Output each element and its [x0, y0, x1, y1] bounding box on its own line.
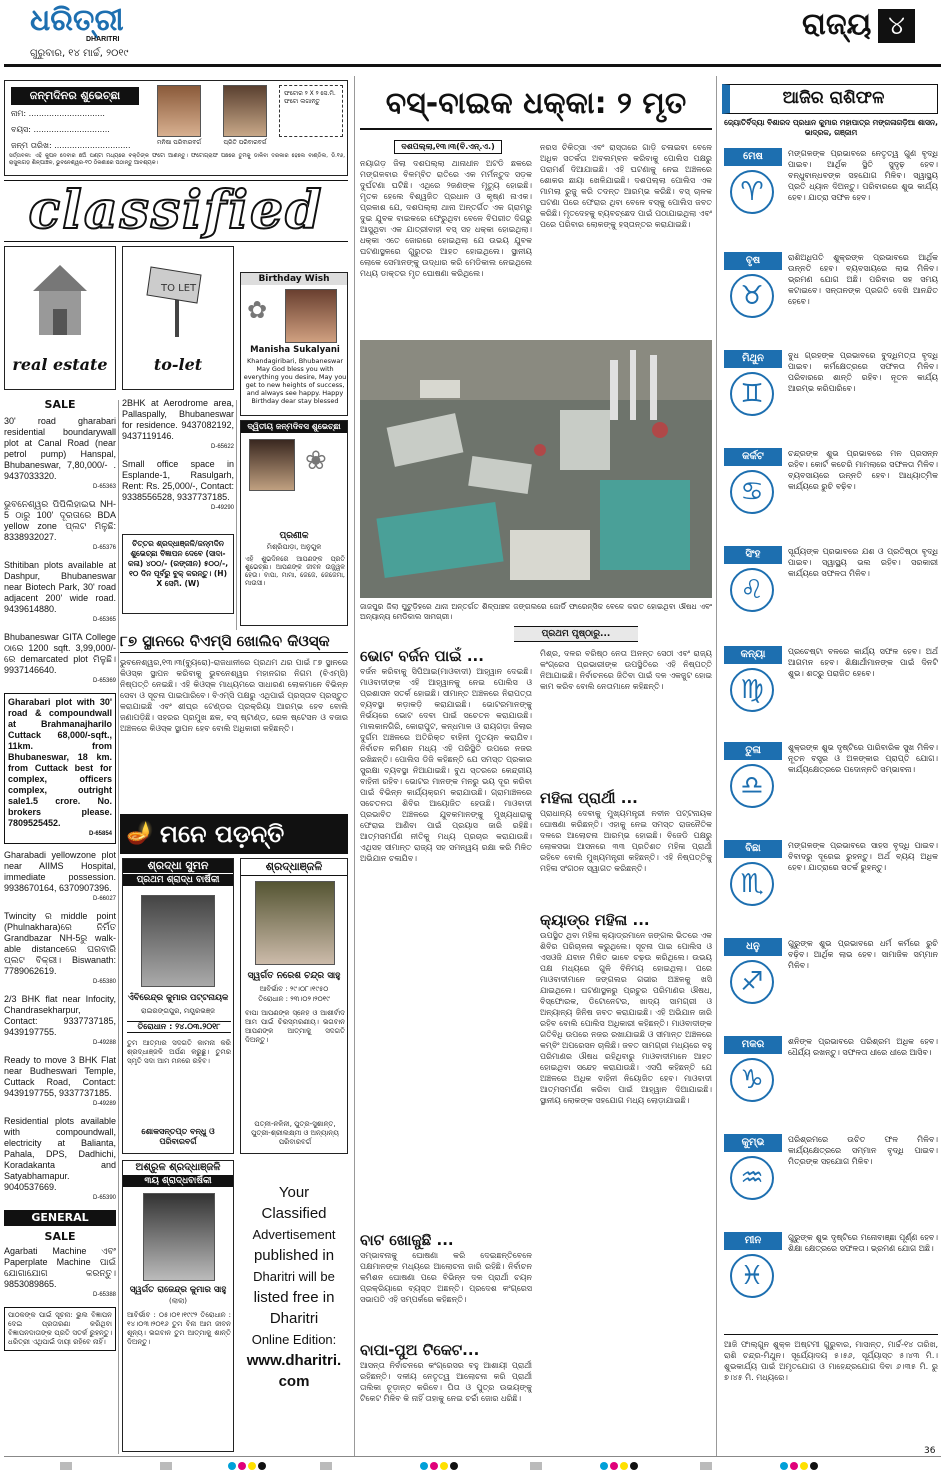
lead-dateline-box: [360, 140, 536, 154]
libra-icon: ♎: [730, 764, 774, 808]
story-vote: [360, 646, 532, 1228]
black-swatch: [630, 1462, 638, 1470]
obit2-died: ତିରୋଧାନ : ୨୩।୦୨।୨୦୧୯: [258, 995, 330, 1003]
obit1-place: ରାଇରଙ୍ଗପୁର, ମୟୂରଭଞ୍ଜ: [141, 1007, 215, 1015]
sign-makara: [724, 1036, 938, 1128]
birthday-photo-2: [223, 85, 267, 137]
column-1-classifieds: [4, 398, 116, 1458]
sign-name: ସିଂହ: [724, 546, 782, 564]
gray-mark: [160, 1462, 172, 1470]
story-mid-right: ମିଶ୍ର, ଦଳର ବରିଷ୍ଠ ନେତା ଅନନ୍ତ ସେଠୀ ଏବଂ ରାଜ୍ୟ କଂଗ୍ରେସ ପ୍ରଭାରୀଙ୍କ ଉପସ୍ଥିତିରେ ଏହି ନିଷ୍ପତ୍ତି ନିଆଯାଇଛି। ନିର୍ବାଚନରେ ଜିତିବା ପାଇଁ ଦଳ ଏକଜୁଟ ହୋଇ କାମ କରିବ ବୋଲି ନେତାମାନେ କହିଛନ୍ତି।: [540, 649, 712, 691]
photo-placeholder-box: ଫଟୋର ୨ X ୨ ସେ.ମି. ଫଟୋ ଲଗାନ୍ତୁ: [279, 85, 343, 137]
lead-body-col-a: ନୟାଗଡ଼ ଜିଲା ଦଶପଲ୍ଲା ଥାନାଧୀନ ଅଟଡି ଛକରେ ମଙ୍ଗଳବାର ବିଳମ୍ବିତ ରାତିରେ ଏକ ମର୍ମନ୍ତୁଦ ସଡ଼କ ଦୁର୍ଘଟଣା ଘଟିଛି। ଏଥିରେ ୨ଜଣଙ୍କ ମୃତ୍ୟୁ ହୋଇଛି। ମୃତକ ହେଲେ ବିଶ୍ୱଜିତ ପ୍ରଧାନ ଓ କୃଷ୍ଣ ନାଏକ। ପ୍ରକାଶ ଯେ, ଦଶପଲ୍ଲା ଥାନା ଅନ୍ତର୍ଗତ ଏକ ଗ୍ରାମରୁ ଦୁଇ ଯୁବକ ବାଇକରେ ଫେରୁଥିବା ବେଳେ ବିପରୀତ ଦିଗରୁ ଆସୁଥିବା ଏକ ଯାତ୍ରୀବାହୀ ବସ୍ ସହ ଧକ୍କା ହୋଇଥିଲା। ଧକ୍କା ଏତେ ଜୋରରେ ହୋଇଥିଲା ଯେ ଉଭୟ ଯୁବକ ଘଟଣାସ୍ଥଳରେ ଗୁରୁତର ଆହତ ହୋଇଥିଲେ। ସ୍ଥାନୀୟ ଲୋକେ ସେମାନଙ୍କୁ ଉଦ୍ଧାର କରି ମେଡିକାଲ ନେଇଥିଲେ ମଧ୍ୟ ଡାକ୍ତର ମୃତ ଘୋଷଣା କରିଥିଲେ।: [360, 159, 532, 278]
story-vote-headline: ଭୋଟ ବର୍ଜନ ପାଇଁ ...: [360, 647, 484, 665]
ad-code: D-65365: [92, 616, 116, 623]
classified-banner: [4, 180, 348, 242]
story-mahila-body: ପ୍ରାଧାନ୍ୟ ଦେବାକୁ ମୁଖ୍ୟମନ୍ତ୍ରୀ ନବୀନ ପଟ୍ଟନାୟକ ଘୋଷଣା କରିଛନ୍ତି। ଏହାକୁ ନେଇ ସମସ୍ତ ରାଜନୈତିକ ଦଳରେ ଆଲୋଚନା ଆରମ୍ଭ ହୋଇଛି। ବିଜେଡି ପକ୍ଷରୁ ଲୋକସଭା ଆସନରେ ୩୩ ପ୍ରତିଶତ ମହିଳା ପ୍ରାର୍ଥୀ ରହିବେ ବୋଲି ମୁଖ୍ୟମନ୍ତ୍ରୀ କହିଛନ୍ତି। ଏହି ନିଷ୍ପତ୍ତିକୁ ମହିଳା ସଂଗଠନ ସ୍ୱାଗତ କରିଛନ୍ତି।: [540, 809, 712, 873]
black-swatch: [810, 1462, 818, 1470]
ad-code: D-65388: [92, 1292, 116, 1299]
second-birthday-text: ଏହି ଶୁଭଦିନରେ ଆପଣଙ୍କ ପ୍ରତି ଶୁଭେଚ୍ଛା। ଆପଣଙ୍କ ଜୀବନ ଉଜ୍ଜ୍ୱଳ ହେଉ। ବାପା, ମାମା, ଜେଜେ, ଜେଜେମା, ମାଉସୀ।: [245, 555, 345, 587]
sign-text: ଶୁକ୍ରଙ୍କ ଶୁଭ ଦୃଷ୍ଟିରେ ପାରିବାରିକ ସୁଖ ମିଳିବ। ନୂତନ ବସ୍ତ୍ର ଓ ଅଳଙ୍କାର ପ୍ରାପ୍ତି ଯୋଗ। କାର୍ଯ୍ୟକ୍ଷେତ୍ରରେ ପଦୋନ୍ନତି ସମ୍ଭାବନା।: [788, 743, 938, 774]
birthday-form-box: [4, 80, 348, 176]
gray-mark: [320, 1462, 332, 1470]
obit3-sub: ୩ୟ ଶ୍ରାଦ୍ଧବାର୍ଷିକୀ: [123, 1175, 233, 1187]
ad-text: 2/3 BHK flat near Infocity, Chandrasekharpur, Contact: 9337737185, 9439197755.: [4, 993, 116, 1037]
flower-icon: ❀: [305, 446, 327, 476]
sign-mithuna: [724, 350, 938, 442]
promo-url-tail[interactable]: com: [278, 1373, 310, 1390]
story-vote-body: ବର୍ଜନ କରିବାକୁ ସିପିଆଇ(ମାଓବାଦୀ) ଆହ୍ୱାନ ଦେଇଛି। ମାଓବାଦୀଙ୍କ ଏହି ଆହ୍ୱାନକୁ ନେଇ ପୋଲିସ ଓ ପ୍ରଶାସନ ସତର୍କ ହୋଇଛି। ସୀମାନ୍ତ ଅଞ୍ଚଳରେ ନିରାପତ୍ତା ବ୍ୟବସ୍ଥା କଡ଼ାକଡ଼ି କରାଯାଇଛି। ଭୋଟରମାନଙ୍କୁ ନିର୍ଭୟରେ ଭୋଟ ଦେବା ପାଇଁ ସଚେତନ କରାଯାଉଛି। ମାଲକାନଗିରି, କୋରାପୁଟ, କନ୍ଧମାଳ ଓ ରାୟଗଡ଼ା ଜିଲାର ଦୁର୍ଗମ ଅଞ୍ଚଳରେ ଅତିରିକ୍ତ ବାହିନୀ ମୁତୟନ କରାଯିବ। ନିର୍ବାଚନ କମିଶନ ମଧ୍ୟ ଏହି ପରିସ୍ଥିତି ଉପରେ ନଜର ରଖିଛନ୍ତି। ପୋଲିସ ଡିଜି କହିଛନ୍ତି ଯେ ସମସ୍ତ ପ୍ରକାର ସୁରକ୍ଷା ବ୍ୟବସ୍ଥା ନିଆଯାଇଛି। ବୁଥ ସ୍ତରରେ କେନ୍ଦ୍ରୀୟ ବାହିନୀ ରହିବ। ଭୋଟର ମାନଙ୍କ ମନରୁ ଭୟ ଦୂର କରିବା ପାଇଁ ବିଭିନ୍ନ କାର୍ଯ୍ୟକ୍ରମ କରାଯାଉଛି। ଗ୍ରାମାଞ୍ଚଳରେ ସଚେତନତା ଶିବିର ଆୟୋଜିତ ହେଉଛି। ମାଓବାଦୀ ପ୍ରଭାବିତ ଅଞ୍ଚଳରେ ଯୁବକମାନଙ୍କୁ ମୁଖ୍ୟଧାରାକୁ ଫେରାଇ ଆଣିବା ପାଇଁ ପ୍ରୟାସ ଜାରି ରହିଛି। ଆତ୍ମସମର୍ପଣ ନୀତିକୁ ମଧ୍ୟ ପ୍ରଚାର କରାଯାଉଛି। ଏଥିସହ ସୀମାନ୍ତ ରାଜ୍ୟ ସହ ସମନ୍ୱୟ ରକ୍ଷା କରି ମିଳିତ ଅଭିଯାନ ଚଳାଯିବ।: [360, 667, 532, 863]
ad-sale-1: [4, 416, 116, 493]
story-kyadar-headline: କ୍ୟାଡ୍ର ମହିଳା ...: [540, 911, 650, 929]
ad-text: Gharabadi yellowzone plot near AIIMS Hospital, immediate possession. 9938670164, 6370907396.: [4, 849, 116, 893]
second-birthday-sub: ମିଶ୍ରିପାଡ଼ା, ଅନୁଗୁଳ: [266, 543, 322, 551]
masthead-rule: [4, 64, 941, 67]
birthday-form-title: ଜନ୍ମଦିନର ଶୁଭେଚ୍ଛା: [11, 87, 139, 105]
obit3-title: ଅଶ୍ରୁଳ ଶ୍ରଦ୍ଧାଞ୍ଜଳି: [135, 1162, 221, 1173]
obit1-title: ଶ୍ରଦ୍ଧା ସୁମନ: [123, 859, 233, 873]
yellow-swatch: [800, 1462, 808, 1470]
pisces-icon: ♓: [730, 1254, 774, 1298]
logo-text: ଧରିତ୍ରୀ: [30, 3, 124, 38]
column-divider: [118, 400, 119, 1454]
mane-padanti-banner: [120, 814, 348, 854]
flower-icon: ✿: [247, 296, 268, 324]
obit2-born: ଆବିର୍ଭାବ : ୨୯।୦୮।୧୯୫୦: [259, 985, 329, 993]
front-page-tag-text: ପ୍ରଥମ ପୃଷ୍ଠାରୁ...: [541, 629, 611, 639]
rate-ad-text: ଚିତ୍ତର ଶ୍ରଦ୍ଧାଞ୍ଜଳି/ଜନ୍ମଦିନ ଶୁଭେଚ୍ଛା ବିଜ୍ଞାପନ ଦେବେ (ସାଦା-କଳା) ୪୦୦/- (ରଙ୍ଗୀନ) ୫୦୦/-, ୧୦ ଦିନ ପୂର୍ବରୁ ବୁକ୍ କରନ୍ତୁ। (H) X ସେମି. (W): [127, 539, 229, 588]
form-field-dob: ଜନ୍ମ ତାରିଖ: ..............................: [11, 141, 131, 150]
obit2-photo: [255, 881, 335, 965]
sign-text: ଚନ୍ଦ୍ରଙ୍କ ଶୁଭ ପ୍ରଭାବରେ ମନ ପ୍ରସନ୍ନ ରହିବ। କୋର୍ଟ କଚେରି ମାମଲାରେ ସଫଳତା ମିଳିବ। ବ୍ୟବସାୟରେ ଉନ୍ନତି ହେବ। ଆଧ୍ୟାତ୍ମିକ କାର୍ଯ୍ୟରେ ରୁଚି ବଢ଼ିବ।: [788, 449, 938, 491]
birthday-wish-title: Birthday Wish: [241, 273, 347, 285]
story-papa: [360, 1340, 532, 1456]
ad-sale-2: [4, 499, 116, 554]
sign-name: ଧନୁ: [724, 938, 782, 956]
promo-line: published in: [253, 1247, 335, 1264]
obit3-nick: (ଲାଲା): [169, 1297, 187, 1305]
magenta-swatch: [790, 1462, 798, 1470]
ad-sale-7: [4, 911, 116, 988]
obit3-text: ଆବିର୍ଭାବ : ୦୫।୦୧।୧୯୯୨ ତିରୋଧାନ : ୧୪।୦୩।୨୦୧୬ ତୁମ ବିନା ଆମ ଜୀବନ ଶୂନ୍ୟ। ଭଗବାନ ତୁମ ଆତ୍ମାକୁ ଶାନ୍ତି ଦିଅନ୍ତୁ।: [127, 1311, 231, 1346]
ad-text: Small office space in Esplande-1, Rasulgarh, Rent: Rs. 25,000/-, Contact: 9338556528, 9337737185.: [122, 459, 234, 502]
to-let-tile: [122, 246, 234, 390]
obit2-text: ବାପା ଆପଣଙ୍କ ସ୍ନେହ ଓ ଆଶୀର୍ବାଦ ଆମ ପାଇଁ ଚିରସ୍ମରଣୀୟ। ଭଗବାନ ଆପଣଙ୍କ ଆତ୍ମାକୁ ସଦଗତି ଦିଅନ୍ତୁ।: [245, 1009, 345, 1044]
story-papa-headline: ବାପା-ପୁଅ ଟିକେଟ...: [360, 1341, 480, 1359]
promo-url[interactable]: www.dharitri.: [246, 1352, 342, 1369]
ad-text: 30' road gharabari residential boundarywall plot at Canal Road (near petrol pump) Hanspal, Bhubaneswar, 7,80,000/- . 9437033320.: [4, 415, 116, 481]
obit2-name: ସ୍ୱର୍ଗତ ନରେଶ ଚନ୍ଦ୍ର ସାହୁ: [247, 971, 341, 981]
scorpio-icon: ♏: [730, 862, 774, 906]
page-number-footer: 36: [924, 1446, 936, 1456]
obituary-rate-ad: [122, 534, 234, 614]
masthead-date: ଗୁରୁବାର, ୧୪ ମାର୍ଚ୍ଚ, ୨୦୧୯: [30, 48, 129, 59]
obit1-sub: ପ୍ରଥମ ଶ୍ରାଦ୍ଧ ବାର୍ଷିକୀ: [123, 873, 233, 886]
section-title: [802, 6, 942, 46]
footer-registration-marks: [0, 1460, 945, 1472]
general-sale-heading: SALE: [44, 1229, 76, 1243]
story-kyadar: [540, 910, 712, 1456]
obit1-family: ଶୋକସନ୍ତପ୍ତ ବନ୍ଧୁ ଓ ପରିବାରବର୍ଗ: [141, 1127, 215, 1146]
sign-name: ମେଷ: [724, 148, 782, 166]
seized-items-photo: [360, 340, 712, 598]
lead-dateline: ଦଶପଲ୍ଲା,୧୩।୩(ବି.ଏନ୍.ଏ.): [394, 140, 502, 154]
story-kyadar-body: ଉପସ୍ଥିତ ଥିବା ମହିଳା କ୍ୟାଡ୍ରମାନେ ଜଙ୍ଗଲ ଭିତରେ ଏକ ଶିବିର ପରିଚାଳନା କରୁଥିଲେ। ସୂଚନା ପାଇ ପୋଲିସ ଓ ଏସଓଜି ଯବାନ ମିଳିତ ଭାବେ ଚଢ଼ଉ କରିଥିଲେ। ଉଭୟ ପକ୍ଷ ମଧ୍ୟରେ ଗୁଳି ବିନିମୟ ହୋଇଥିଲା। ପରେ ମାଓବାଦୀମାନେ ଜଙ୍ଗଲର ଗଭୀର ଅଞ୍ଚଳକୁ ଖସି ଯାଇଥିଲେ। ଘଟଣାସ୍ଥଳରୁ ପ୍ରଚୁର ପରିମାଣର ଔଷଧ, ବିସ୍ଫୋରକ, ଡିଟୋନେଟର, ଖାଦ୍ୟ ସାମଗ୍ରୀ ଓ ଅନ୍ୟାନ୍ୟ ଜିନିଷ ଜବତ କରାଯାଇଛି। ଏହି ଅଭିଯାନ ଜାରି ରହିବ ବୋଲି ପୋଲିସ ଅଧିକାରୀ କହିଛନ୍ତି। ମାଓବାଦୀଙ୍କ ଗତିବିଧି ଉପରେ ନଜର ରଖାଯାଇଛି ଓ ସୀମାନ୍ତ ଅଞ୍ଚଳରେ କମ୍ବିଂ ଅପରେସନ ଚାଲିଛି। ଜବତ ସାମଗ୍ରୀ ମଧ୍ୟରେ ବହୁ ପରିମାଣର ଔଷଧ ରହିଥିବାରୁ ମାଓବାଦୀମାନେ ଆହତ ହୋଇଥିବା ସନ୍ଦେହ କରାଯାଉଛି। ଏସପି କହିଛନ୍ତି ଯେ ଅଞ୍ଚଳରେ ଅଧିକ ବାହିନୀ ନିୟୋଜିତ ହେବ। ମାଓବାଦୀ ଆତ୍ମସମର୍ପଣ କରିବା ପାଇଁ ଆହ୍ୱାନ ଦିଆଯାଇଛି। ସ୍ଥାନୀୟ ଲୋକଙ୍କ ସହଯୋଗ ମଧ୍ୟ ଲୋଡ଼ାଯାଇଛି।: [540, 931, 712, 1105]
field-label: ବୟସ:: [11, 125, 31, 134]
gray-mark: [60, 1462, 72, 1470]
birthday-wish-name: Manisha Sukalyani: [250, 345, 340, 355]
ad-sale-5-boxed: [4, 693, 116, 844]
promo-line: Online Edition:: [251, 1332, 337, 1347]
magenta-swatch: [238, 1462, 246, 1470]
sign-karkata: [724, 448, 938, 540]
obit3-name: ସ୍ୱର୍ଗତ ରାଜେନ୍ଦ୍ର କୁମାର ସାହୁ: [129, 1285, 227, 1295]
birthday-wish-photo: [285, 289, 337, 343]
cancer-icon: ♋: [730, 470, 774, 514]
ad-sale-3: [4, 560, 116, 626]
virgo-icon: ♍: [730, 668, 774, 712]
second-birthday-name: ପ୍ରଣୀକ: [279, 531, 309, 541]
yellow-swatch: [620, 1462, 628, 1470]
sign-text: ସୂର୍ଯ୍ୟଙ୍କ ପ୍ରଭାବରେ ଯଶ ଓ ପ୍ରତିଷ୍ଠା ବୃଦ୍ଧି ପାଇବ। ସ୍ୱାସ୍ଥ୍ୟ ଭଲ ରହିବ। ସରକାରୀ କାର୍ଯ୍ୟରେ ସଫଳତା ମିଳିବ।: [788, 547, 938, 578]
sign-name: କୁମ୍ଭ: [724, 1134, 782, 1152]
ad-sale-10: [4, 1116, 116, 1204]
cyan-swatch: [228, 1462, 236, 1470]
taurus-icon: ♉: [730, 274, 774, 318]
black-swatch: [258, 1462, 266, 1470]
house-icon: [29, 261, 91, 341]
obit2-title: ଶ୍ରଦ୍ଧାଞ୍ଜଳି: [241, 859, 347, 876]
birthday-photo-1: [157, 85, 201, 137]
cyan-swatch: [780, 1462, 788, 1470]
second-birthday-box: [240, 420, 348, 626]
color-swatches: [228, 1462, 268, 1472]
field-label: ଜନ୍ମ ତାରିଖ:: [11, 141, 52, 150]
obit1-name: ଏଁବିରେନ୍ଦ୍ର କୁମାର ପଟ୍ଟନାୟକ: [127, 993, 229, 1003]
form-field-name: ନାମ: ..............................: [11, 109, 105, 118]
cyan-swatch: [420, 1462, 428, 1470]
ad-code: D-65369: [92, 677, 116, 684]
sign-name: ତୁଳା: [724, 742, 782, 760]
birthday-wish-text: Khandagiribari, Bhubaneswar May God bless you with everything you desire, May you get to new heights of success, and always see happy. Happy Birthday dear stay blessed: [243, 357, 347, 405]
form-field-age: ବୟସ: ..............................: [11, 125, 110, 134]
lead-headline: ବସ୍-ବାଇକ ଧକ୍କା: ୨ ମୃତ: [360, 80, 712, 130]
sign-text: ବୁଧ ଗ୍ରହଙ୍କ ପ୍ରଭାବରେ ବୁଦ୍ଧିମତ୍ତା ବୃଦ୍ଧି ପାଇବ। କର୍ମକ୍ଷେତ୍ରରେ ସଫଳତା ମିଳିବ। ପରିବାରରେ ଶାନ୍ତି ରହିବ। ନୂତନ କାର୍ଯ୍ୟ ଆରମ୍ଭ କରିପାରିବେ।: [788, 351, 938, 393]
ad-code: D-49289: [92, 1100, 116, 1107]
yellow-swatch: [248, 1462, 256, 1470]
sign-kanya: [724, 646, 938, 738]
ad-code: D-65376: [92, 544, 116, 551]
sign-text: ଗୁରୁଙ୍କ ଶୁଭ ପ୍ରଭାବରେ ଧର୍ମ କର୍ମରେ ରୁଚି ବଢ଼ିବ। ଆର୍ଥିକ ଲାଭ ହେବ। ସାମାଜିକ ସମ୍ମାନ ମିଳିବ।: [788, 939, 938, 970]
ad-text: ଭୁବନେଶ୍ୱର ପିପିଲିହାଇଭ NH-5 ଠାରୁ 100' ଦୂରତାରେ BDA yellow zone ପ୍ଲଟ ମିଳୁଛି: 8338932027.: [4, 498, 116, 542]
sign-mesha: [724, 148, 938, 244]
sign-simha: [724, 546, 938, 638]
horoscope-title-bar: [722, 84, 938, 114]
capricorn-icon: ♑: [730, 1058, 774, 1102]
ad-sale-9: [4, 1055, 116, 1110]
sign-name: ମିଥୁନ: [724, 350, 782, 368]
aries-icon: ♈: [730, 170, 774, 214]
sign-text: ଗୁରୁଙ୍କ ଶୁଭ ଦୃଷ୍ଟିରେ ମନୋବାଞ୍ଛା ପୂର୍ଣ୍ଣ ହେବ। ଶିକ୍ଷା କ୍ଷେତ୍ରରେ ସଫଳତା। ଭ୍ରମଣ ଯୋଗ ଅଛି।: [788, 1233, 938, 1253]
promo-line: Dharitri: [269, 1310, 319, 1327]
column-divider: [354, 76, 355, 1456]
ad-text: Ready to move 3 BHK Flat near Budheswari Temple, Cuttack Road, Contact: 9439197755, 9337737185.: [4, 1054, 116, 1098]
ad-text: Twincity ର middle point (Phulnakhara)ରେ ନିର୍ମିତ Grandbazar NH-5ରୁ walk-able distanceରେ ଘରବାରି ପ୍ଲଟ ବିକ୍ରୀ। Biswanath: 7789062619.: [4, 910, 116, 976]
horoscope-title: ଆଜିର ରାଶିଫଳ: [782, 88, 885, 109]
to-let-sign-icon: [145, 261, 215, 341]
story-bachi-body: ସମ୍ଭାବନାକୁ ଘୋଷଣା କରି ଦେଇଛନ୍ତିବେଳେ ପକ୍ଷମାନଙ୍କ ମଧ୍ୟରେ ଆଲୋଚନା ଜାରି ରହିଛି। ନିର୍ବାଚନ କମିଶନ ଘୋଷଣା ପରେ ବିଭିନ୍ନ ଦଳ ପ୍ରାର୍ଥୀ ଚୟନ ପ୍ରକ୍ରିୟାରେ ବ୍ୟସ୍ତ ଅଛନ୍ତି। ପ୍ରଦେଶ କଂଗ୍ରେସ ସଭାପତି ଏହି ସମ୍ପର୍କରେ କହିଛନ୍ତି।: [360, 1251, 532, 1304]
sign-text: ମଙ୍ଗଳଙ୍କ ପ୍ରଭାବରେ ନେତୃତ୍ୱ ଗୁଣ ବୃଦ୍ଧି ପାଇବ। ଆର୍ଥିକ ସ୍ଥିତି ସୁଦୃଢ଼ ହେବ। ବନ୍ଧୁବାନ୍ଧବଙ୍କ ସହଯୋଗ ମିଳିବ। ସ୍ୱାସ୍ଥ୍ୟ ପ୍ରତି ଧ୍ୟାନ ଦିଅନ୍ତୁ। ପରିବାରରେ ଶୁଭ କାର୍ଯ୍ୟ ହେବ। ଯାତ୍ରା ସଫଳ ହେବ।: [788, 149, 938, 202]
to-let-label: to-let: [153, 355, 203, 374]
ad-tolet-2: [122, 459, 234, 514]
cyan-swatch: [600, 1462, 608, 1470]
magenta-swatch: [430, 1462, 438, 1470]
sign-name: ବୃଷ: [724, 252, 782, 270]
story-mahila-headline: ମହିଳା ପ୍ରାର୍ଥୀ ...: [540, 789, 638, 807]
story-mahila: [540, 788, 712, 908]
ad-code: D-66027: [92, 895, 116, 902]
ad-code: D-65622: [210, 444, 234, 450]
real-estate-label: real estate: [12, 355, 108, 374]
sign-text: ପ୍ରଚେଷ୍ଟା ବଳରେ କାର୍ଯ୍ୟ ସଫଳ ହେବ। ଅର୍ଥ ଆଗମନ ହେବ। ଶିକ୍ଷାର୍ଥୀମାନଙ୍କ ପାଇଁ ଦିନଟି ଶୁଭ। ଶତ୍ରୁ ପରାଜିତ ହେବେ।: [788, 647, 938, 678]
footer-rule: [4, 1456, 941, 1457]
masthead-logo: [30, 3, 170, 46]
kiosk-story: [120, 632, 348, 812]
obituary-3: [122, 1160, 234, 1452]
aquarius-icon: ♒: [730, 1156, 774, 1200]
sign-text: ଶନିଙ୍କ ପ୍ରଭାବରେ ପରିଶ୍ରମ ଅଧିକ ହେବ। ଧୈର୍ଯ୍ୟ ରଖନ୍ତୁ। ସଫଳତା ଧୀରେ ଧୀରେ ଆସିବ।: [788, 1037, 938, 1057]
sign-tula: [724, 742, 938, 834]
photo1-caption: ମନିଷା ପରିବାରବର୍ଗ: [156, 139, 202, 146]
promo-line: Advertisement: [252, 1227, 336, 1242]
ad-sale-8: [4, 994, 116, 1049]
front-page-continued-tag: [514, 626, 638, 642]
kiosk-headline: ୮୭ ସ୍ଥାନରେ ବିଏମ୍‌ସି ଖୋଲିବ କିଓସ୍କ: [120, 632, 348, 653]
logo-sub: DHARITRI: [86, 36, 120, 43]
sign-name: ବିଛା: [724, 840, 782, 858]
free-classified-promo: [240, 1182, 348, 1448]
ad-general-1: [4, 1246, 116, 1301]
sign-text: ପରିଶ୍ରମରେ ଉଚିତ ଫଳ ମିଳିବ। କାର୍ଯ୍ୟକ୍ଷେତ୍ରରେ ସମ୍ମାନ ବୃଦ୍ଧି ପାଇବ। ମିତ୍ରଙ୍କ ସହଯୋଗ ମିଳିବ।: [788, 1135, 938, 1166]
ad-sale-4: [4, 632, 116, 687]
sign-kumbha: [724, 1134, 938, 1226]
sale-heading: SALE: [44, 398, 76, 411]
form-note: ସର୍ତ୍ତାବଳୀ: ଏହି କୁପନ ଦେବାର ଛଅି ଘଣ୍ଟା ମଧ୍ୟରେ ବକ୍ତିଙ୍କ ଫଟୋ ଆଣନ୍ତୁ। ଫଟୋଗ୍ରାଫ ପଛରେ ତୁମକୁ ଡାକିବା ଦରକାର ହେଲେ ବାଣ୍ଡିଲ, ଡି.୧୬, ରାସୁଲଗଡ଼ ଶିଳ୍ପାଞ୍ଚଳ, ଭୁବନେଶ୍ୱର-୧୦ ଠିକଣାରେ ପଠାନ୍ତୁ ଆବଶ୍ୟକ।: [9, 153, 345, 166]
ad-text: Residential plots available with compoundwall, electricity at Balianta, Pahala, DPS, Dadhichi, Koradakanta and Satyabhamapur. 9040537669.: [4, 1115, 116, 1192]
classified-title: classified: [28, 180, 324, 241]
obituary-2: [240, 858, 348, 1154]
sign-bichha: [724, 840, 938, 932]
color-swatches: [420, 1462, 460, 1472]
general-heading: GENERAL: [4, 1210, 116, 1226]
obit1-text: ତୁମ ଆତ୍ମାର ସଦଗତି କାମନା କରି ଶ୍ରଦ୍ଧାଞ୍ଜଳି ଅର୍ପଣ କରୁଛୁ। ତୁମର ସ୍ମୃତି ସଦା ଆମ ମନରେ ରହିବ।: [127, 1039, 231, 1065]
ad-code: D-49290: [210, 505, 234, 511]
kiosk-body: ଭୁବନେଶ୍ୱର,୧୩।୩(ବ୍ୟୁରୋ)-ରାଜଧାନୀରେ ପ୍ରଥମ ଥର ପାଇଁ ୮୭ ସ୍ଥାନରେ କିଓସ୍କ ସ୍ଥାପନ କରିବାକୁ ଭୁବନେଶ୍ୱର ମହାନଗର ନିଗମ (ବିଏମ୍‌ସି) ନିଷ୍ପତ୍ତି ନେଇଛି। ଏହି କିଓସ୍କ ମାଧ୍ୟମରେ ସାଧାରଣ ଲୋକମାନେ ବିଭିନ୍ନ ସେବା ଓ ସୂଚନା ପାଇପାରିବେ। ବିଏମ୍‌ସି ପକ୍ଷରୁ ଏଥିପାଇଁ ପ୍ରସ୍ତାବ ପ୍ରସ୍ତୁତ କରାଯାଇଛି ଏବଂ ଶୀଘ୍ର ଟେଣ୍ଡର ପ୍ରକ୍ରିୟା ଆରମ୍ଭ ହେବ ବୋଲି ଜଣାପଡ଼ିଛି। ସହରର ପ୍ରମୁଖ ଛକ, ବସ୍ ଷ୍ଟାଣ୍ଡ, ରେଳ ଷ୍ଟେସନ ଓ ବଜାର ଅଞ୍ଚଳରେ କିଓସ୍କ ସ୍ଥାପନ ହେବ ବୋଲି ଅଧିକାରୀ କହିଛନ୍ତି।: [120, 658, 348, 733]
color-swatches: [780, 1462, 820, 1472]
magenta-swatch: [610, 1462, 618, 1470]
story-bachi-headline: ବାଟ ଖୋଜୁଛି ...: [360, 1231, 454, 1249]
color-swatches: [600, 1462, 640, 1472]
sign-vrisha: [724, 252, 938, 344]
sagittarius-icon: ♐: [730, 960, 774, 1004]
leo-icon: ♌: [730, 568, 774, 612]
sign-dhanu: [724, 938, 938, 1030]
gray-mark: [700, 1462, 712, 1470]
child-photo: [249, 439, 295, 491]
column-2-classifieds: [122, 398, 234, 528]
promo-line: Classified: [261, 1205, 327, 1222]
ad-tolet-1: [122, 398, 234, 453]
field-label: ନାମ:: [11, 109, 27, 118]
panjika-text: ଆଜି ଫାଲ୍ଗୁନ ଶୁକ୍ଳ ଅଷ୍ଟମୀ ଗୁରୁବାର, ମାସାନ୍ତ, ମାର୍ଚ୍ଚ-୧୪ ତାରିଖ, ରାଶି ଚନ୍ଦ୍ର-ମିଥୁନ। ସୂର୍ଯ୍ୟୋଦୟ ୫।୫୬, ସୂର୍ଯ୍ୟାସ୍ତ ୫।୪୩ ମି.। ଶୁଭକାର୍ଯ୍ୟ ପାଇଁ ଅମୃତଯୋଗ ଓ ମାହେନ୍ଦ୍ରଯୋଗ ଦିବା ୬।୩୫ ମି. ରୁ ୭।୪୫ ମି. ମଧ୍ୟରେ।: [724, 1334, 938, 1452]
ad-sale-6: [4, 850, 116, 905]
obit1-date: ତିରୋଧାନ : ୨୪.୦୩.୨୦୧୮: [127, 1021, 231, 1033]
promo-line: Dharitri will be: [253, 1269, 335, 1284]
photo-caption: ଜାଜପୁର ଜିଲା ପୁଟୁଡ଼ିହରେ ଥାନା ଅନ୍ତର୍ଗତ ଶିଳ୍ପାଞ୍ଚଳ ଜଙ୍ଗଲରେ ଜୋର୍ଡି ଫାରେନ୍ସିକ ବେଳେ କରତ ହୋଇଥିବା ଔଷଧ ଏବଂ ଅନ୍ୟାନ୍ୟ ମେଡିକାଲ ସାମଗ୍ରୀ।: [360, 602, 712, 621]
ad-text: Agarbati Machine ଏବଂ Paperplate Machine ପାଇଁ ଯୋଗାଯୋଗ କରନ୍ତୁ। 9853089865.: [4, 1246, 116, 1290]
black-swatch: [450, 1462, 458, 1470]
ad-text: Bhubaneswar GITA College ଠାରେ 1200 sqft. 3,99,000/-ରେ demarcated plot ମିଳୁଛି। 9937146640.: [4, 631, 116, 675]
sign-name: ମକର: [724, 1036, 782, 1054]
sign-name: କନ୍ୟା: [724, 646, 782, 664]
real-estate-tile: [4, 246, 116, 390]
sign-text: ମଙ୍ଗଳଙ୍କ ପ୍ରଭାବରେ ସାହସ ବୃଦ୍ଧି ପାଇବ। ବିବାଦରୁ ଦୂରେଇ ରୁହନ୍ତୁ। ଅର୍ଥ ବ୍ୟୟ ଅଧିକ ହେବ। ଯାତ୍ରାରେ ସତର୍କ ରୁହନ୍ତୁ।: [788, 841, 938, 872]
ad-code: D-65854: [88, 830, 112, 837]
horoscope-byline: ଜ୍ୟୋତିର୍ବିଦ୍ୟା ବିଶାରଦ ପ୍ରଧାନ କୁମାର ମହାପାତ୍ର ମଙ୍ଗଳାଗଡ଼ିଆ ଶାସନ, ଭାଦ୍ରକ, ଗଞ୍ଜାମ: [724, 118, 938, 137]
sign-name: କର୍କଟ: [724, 448, 782, 466]
ad-text: Gharabari plot with 30' road & compoundwall at Brahmanajharilo Cuttack 68,000/-sqft., 11km. from Bhubaneswar, 18 km. from Cuttack best for complex, officers complex, outright sale1.5 crore. No. brokers please. 7809525452.: [8, 696, 112, 828]
reader-notice: ପାଠକଙ୍କ ପାଇଁ ସୂଚନା: ଭୁଲ ବିଜ୍ଞାପନ ଦେଇ ପ୍ରତାରଣା କରିଥିବା ବିଜ୍ଞାପନଦାତାଙ୍କ ପ୍ରତି ସତର୍କ ରୁହନ୍ତୁ। ଧରିତ୍ରୀ ଏଥିପାଇଁ ଦାୟୀ ରହିବେ ନାହିଁ।: [4, 1307, 116, 1351]
second-birthday-title: ଦ୍ୱିତୀୟ ଜନ୍ମଦିବସ ଶୁଭେଚ୍ଛା: [241, 421, 347, 433]
promo-line: Your: [278, 1184, 310, 1201]
obit3-photo: [143, 1193, 215, 1281]
sign-text: ରାଶିଅଧିପତି ଶୁକ୍ରଙ୍କ ପ୍ରଭାବରେ ଆର୍ଥିକ ଉନ୍ନତି ହେବ। ବ୍ୟବସାୟରେ ଲାଭ ମିଳିବ। ଭ୍ରମଣ ଯୋଗ ଅଛି। ପରିବାର ସହ ସମୟ କଟାଇବେ। ସନ୍ତାନଙ୍କ ପ୍ରଗତି ଦେଖି ଆନନ୍ଦିତ ହେବେ।: [788, 253, 938, 306]
ad-code: D-65363: [92, 483, 116, 490]
promo-line: listed free in: [253, 1289, 335, 1306]
sign-meena: [724, 1232, 938, 1324]
lamp-icon: 🪔: [126, 821, 154, 847]
birthday-wish-box: [240, 272, 348, 416]
obit2-family: ପତ୍ନୀ-ନଳିନୀ, ପୁତ୍ର-ସୁଶାନ୍ତ, ପୁତ୍ରୀ-ଶ୍ରୀଲକ୍ଷ୍ମୀ ଓ ଅନ୍ୟାନ୍ୟ ପରିବାରବର୍ଗ: [251, 1120, 339, 1146]
ad-text: Sthitiban plots available at Dashpur, Bhubaneswar near Biotech Park, 30' road adjacent 200' wide road. 9439614880.: [4, 559, 116, 614]
obituary-1: [122, 858, 234, 1154]
svg-text:TO LET: TO LET: [161, 283, 197, 294]
ad-code: D-49288: [92, 1039, 116, 1046]
ad-code: D-65390: [92, 1194, 116, 1201]
gemini-icon: ♊: [730, 372, 774, 416]
story-papa-body: ଆସନ୍ତା ନିର୍ବାଚନରେ କଂଗ୍ରେସର ବହୁ ଆଶାୟୀ ପ୍ରାର୍ଥୀ ରହିଛନ୍ତି। ଦଳୀୟ ନେତୃତ୍ୱ ଆଲୋଚନା କରି ପ୍ରାର୍ଥୀ ତାଲିକା ଚୂଡ଼ାନ୍ତ କରିବେ। ପିତା ଓ ପୁତ୍ର ଉଭୟଙ୍କୁ ଟିକେଟ ମିଳିବ କି ନାହିଁ ତାହାକୁ ନେଇ ଚର୍ଚ୍ଚା ଜୋର ଧରିଛି।: [360, 1361, 532, 1403]
ad-text: 2BHK at Aerodrome area, Pallaspally, Bhubaneswar for residence. 9437082192, 9437119146.: [122, 398, 234, 441]
obit1-photo: [141, 895, 215, 987]
ad-code: D-65380: [92, 978, 116, 985]
mane-padanti-title: ମନେ ପଡ଼ନ୍ତି: [160, 820, 285, 848]
page-number-badge: ୪: [878, 9, 915, 43]
story-bachi: [360, 1230, 532, 1336]
column-divider: [236, 400, 237, 630]
lead-body-col-b: ନରସ ଚିକିତ୍ସା ଏବଂ ରାସ୍ତାରେ ଗାଡ଼ି ଚଳାଇବା ବେଳେ ଅଧିକ ସତର୍କତା ଅବଲମ୍ବନ କରିବାକୁ ପୋଲିସ ପକ୍ଷରୁ ପରାମର୍ଶ ଦିଆଯାଇଛି। ଏହି ଘଟଣାକୁ ନେଇ ଅଞ୍ଚଳରେ ଶୋକର ଛାୟା ଖେଳିଯାଇଛି। ଦଶପଲ୍ଲା ପୋଲିସ ଏକ ମାମଲା ରୁଜୁ କରି ତଦନ୍ତ ଆରମ୍ଭ କରିଛି। ବସ୍ ଚାଳକ ଘଟଣା ପରେ ଫେରାର ଥିବା ବେଳେ ବସ୍‌କୁ ପୋଲିସ ଜବତ କରିଛି। ମୃତଦେହକୁ ବ୍ୟବଚ୍ଛେଦ ପାଇଁ ପଠାଯାଇଥିଲା ଏବଂ ପରେ ପରିବାର ଲୋକଙ୍କୁ ହସ୍ତାନ୍ତର କରାଯାଇଛି।: [540, 143, 712, 229]
sign-name: ମୀନ: [724, 1232, 782, 1250]
column-divider: [716, 76, 717, 1456]
yellow-swatch: [440, 1462, 448, 1470]
photo2-caption: ପ୍ରିତି ପରିବାରବର୍ଗ: [223, 139, 267, 146]
gray-mark: [530, 1462, 542, 1470]
section-name: ରାଜ୍ୟ: [802, 7, 872, 42]
